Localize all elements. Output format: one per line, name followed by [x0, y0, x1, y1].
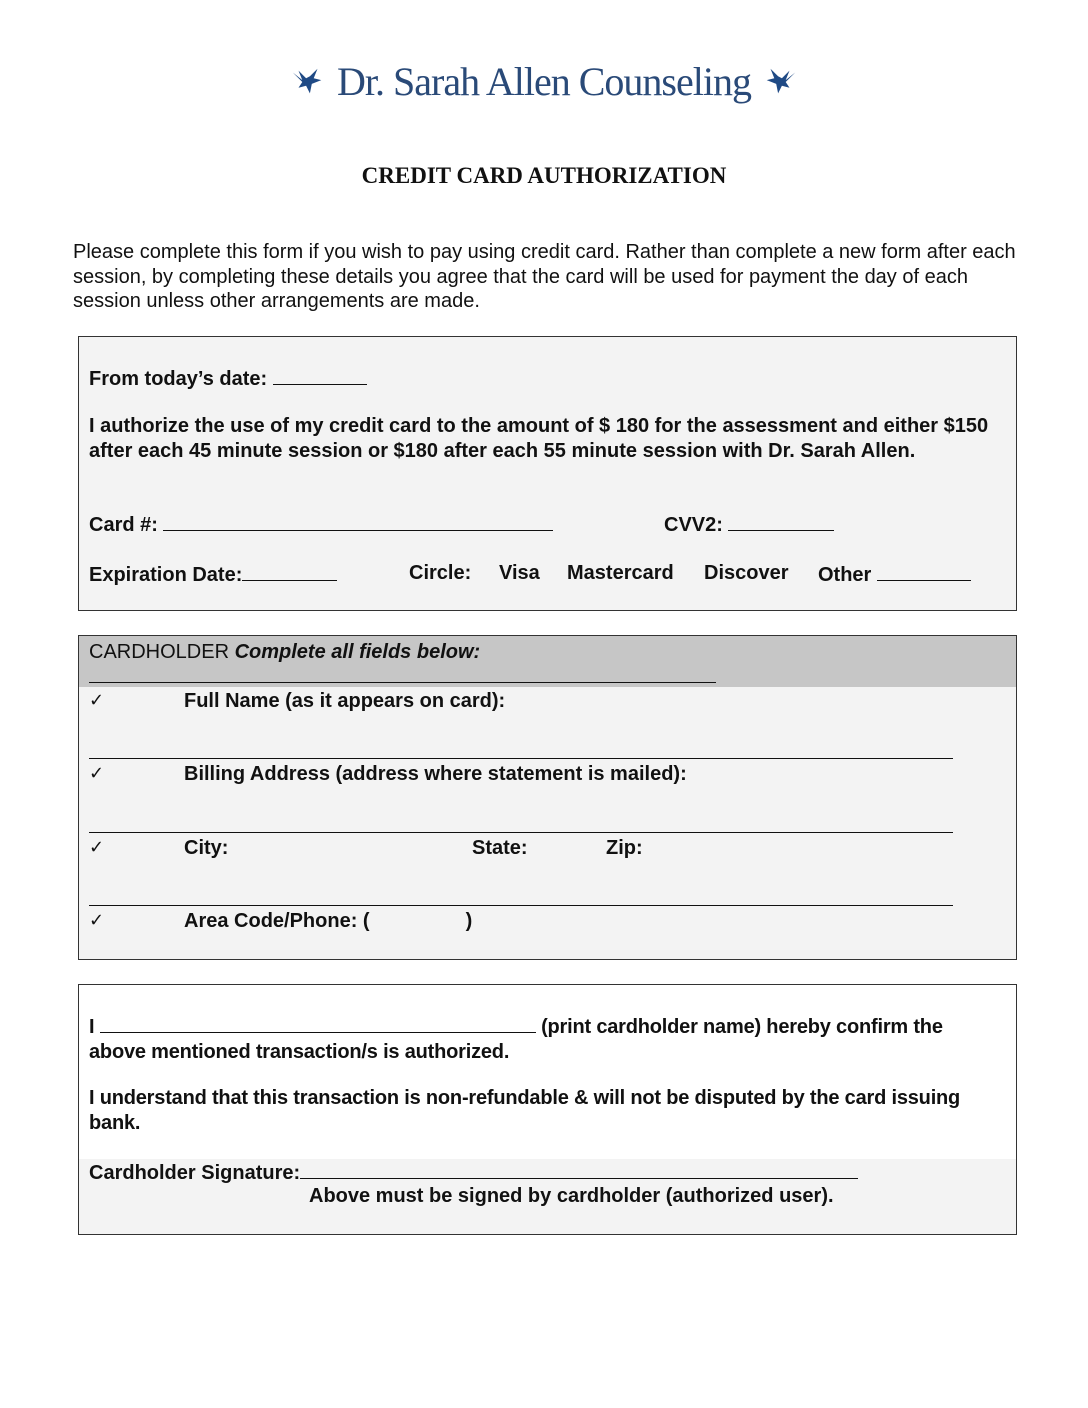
brand-name: Dr. Sarah Allen Counseling: [337, 59, 751, 104]
cvv-blank[interactable]: [728, 512, 834, 531]
check-icon: ✓: [89, 837, 105, 857]
card-number-field: [89, 512, 553, 537]
card-type-other-label[interactable]: Other: [818, 564, 872, 586]
billing-address-line[interactable]: [89, 832, 953, 833]
print-name-blank[interactable]: [100, 1014, 536, 1033]
card-type-visa[interactable]: Visa: [499, 562, 540, 584]
signature-label: Cardholder Signature:: [89, 1162, 301, 1184]
check-icon: ✓: [89, 690, 105, 710]
card-type-discover[interactable]: Discover: [704, 562, 789, 584]
state-label: State:: [472, 837, 528, 859]
city-label: City:: [184, 837, 229, 859]
form-title: CREDIT CARD AUTHORIZATION: [361, 163, 727, 188]
cardholder-box: [78, 635, 1017, 960]
full-name-label: Full Name (as it appears on card):: [184, 690, 506, 712]
confirm-text: (print cardholder name) hereby confirm the above mentioned transaction/s is authorized.: [89, 1016, 943, 1063]
date-field: [89, 366, 367, 391]
intro-paragraph: Please complete this form if you wish to pay using credit card. Rather than complete a new form after each session, by completing these details you agree that the card will be used for payment the day of each session unless other arrangements are made.: [73, 241, 1016, 312]
city-state-zip-line[interactable]: [89, 905, 953, 906]
bird-logo-icon: [761, 63, 799, 101]
phone-label-close: ): [465, 910, 473, 932]
expiration-blank[interactable]: [242, 562, 337, 581]
cardholder-heading-label: CARDHOLDER: [89, 641, 230, 663]
check-icon: ✓: [89, 763, 105, 783]
card-number-label: Card #:: [89, 514, 158, 536]
brand: [289, 58, 799, 105]
phone-label-open: Area Code/Phone: (: [184, 910, 370, 932]
expiration-label: Expiration Date:: [89, 564, 243, 586]
cardholder-header: [79, 636, 1016, 687]
bird-logo-icon: [289, 63, 327, 101]
cvv-field: [664, 512, 834, 537]
signature-note: Above must be signed by cardholder (authorized user).: [309, 1185, 834, 1207]
card-type-mastercard[interactable]: Mastercard: [567, 562, 674, 584]
other-blank[interactable]: [877, 562, 971, 581]
card-number-blank[interactable]: [163, 512, 553, 531]
signature-field: [89, 1160, 858, 1185]
cardholder-heading: [89, 641, 480, 664]
full-name-line[interactable]: [89, 758, 953, 759]
confirm-i: I: [89, 1016, 95, 1038]
header-rule: [89, 682, 716, 683]
understand-statement: I understand that this transaction is non-refundable & will not be disputed by the card issuing bank.: [89, 1087, 961, 1134]
date-blank[interactable]: [273, 366, 367, 385]
zip-label: Zip:: [606, 837, 643, 859]
phone-label: [184, 910, 472, 933]
payment-details-box: [78, 336, 1017, 611]
check-icon: ✓: [89, 910, 105, 930]
confirm-statement: [89, 1014, 1004, 1064]
circle-label: Circle:: [409, 562, 472, 584]
cardholder-heading-instruction: Complete all fields below:: [234, 641, 481, 663]
page-header: [0, 58, 1088, 106]
cvv-label: CVV2:: [664, 514, 723, 536]
expiration-field: [89, 562, 337, 587]
date-label: From today’s date:: [89, 368, 268, 390]
authorization-text: I authorize the use of my credit card to the amount of $ 180 for the assessment and either $150 after each 45 minute session or $180 after each 55 minute session with Dr. Sarah Allen.: [89, 415, 989, 462]
signature-blank[interactable]: [300, 1160, 858, 1179]
confirmation-box: [78, 984, 1017, 1235]
card-type-other: [818, 562, 971, 587]
billing-address-label: Billing Address (address where statement is mailed):: [184, 763, 687, 785]
